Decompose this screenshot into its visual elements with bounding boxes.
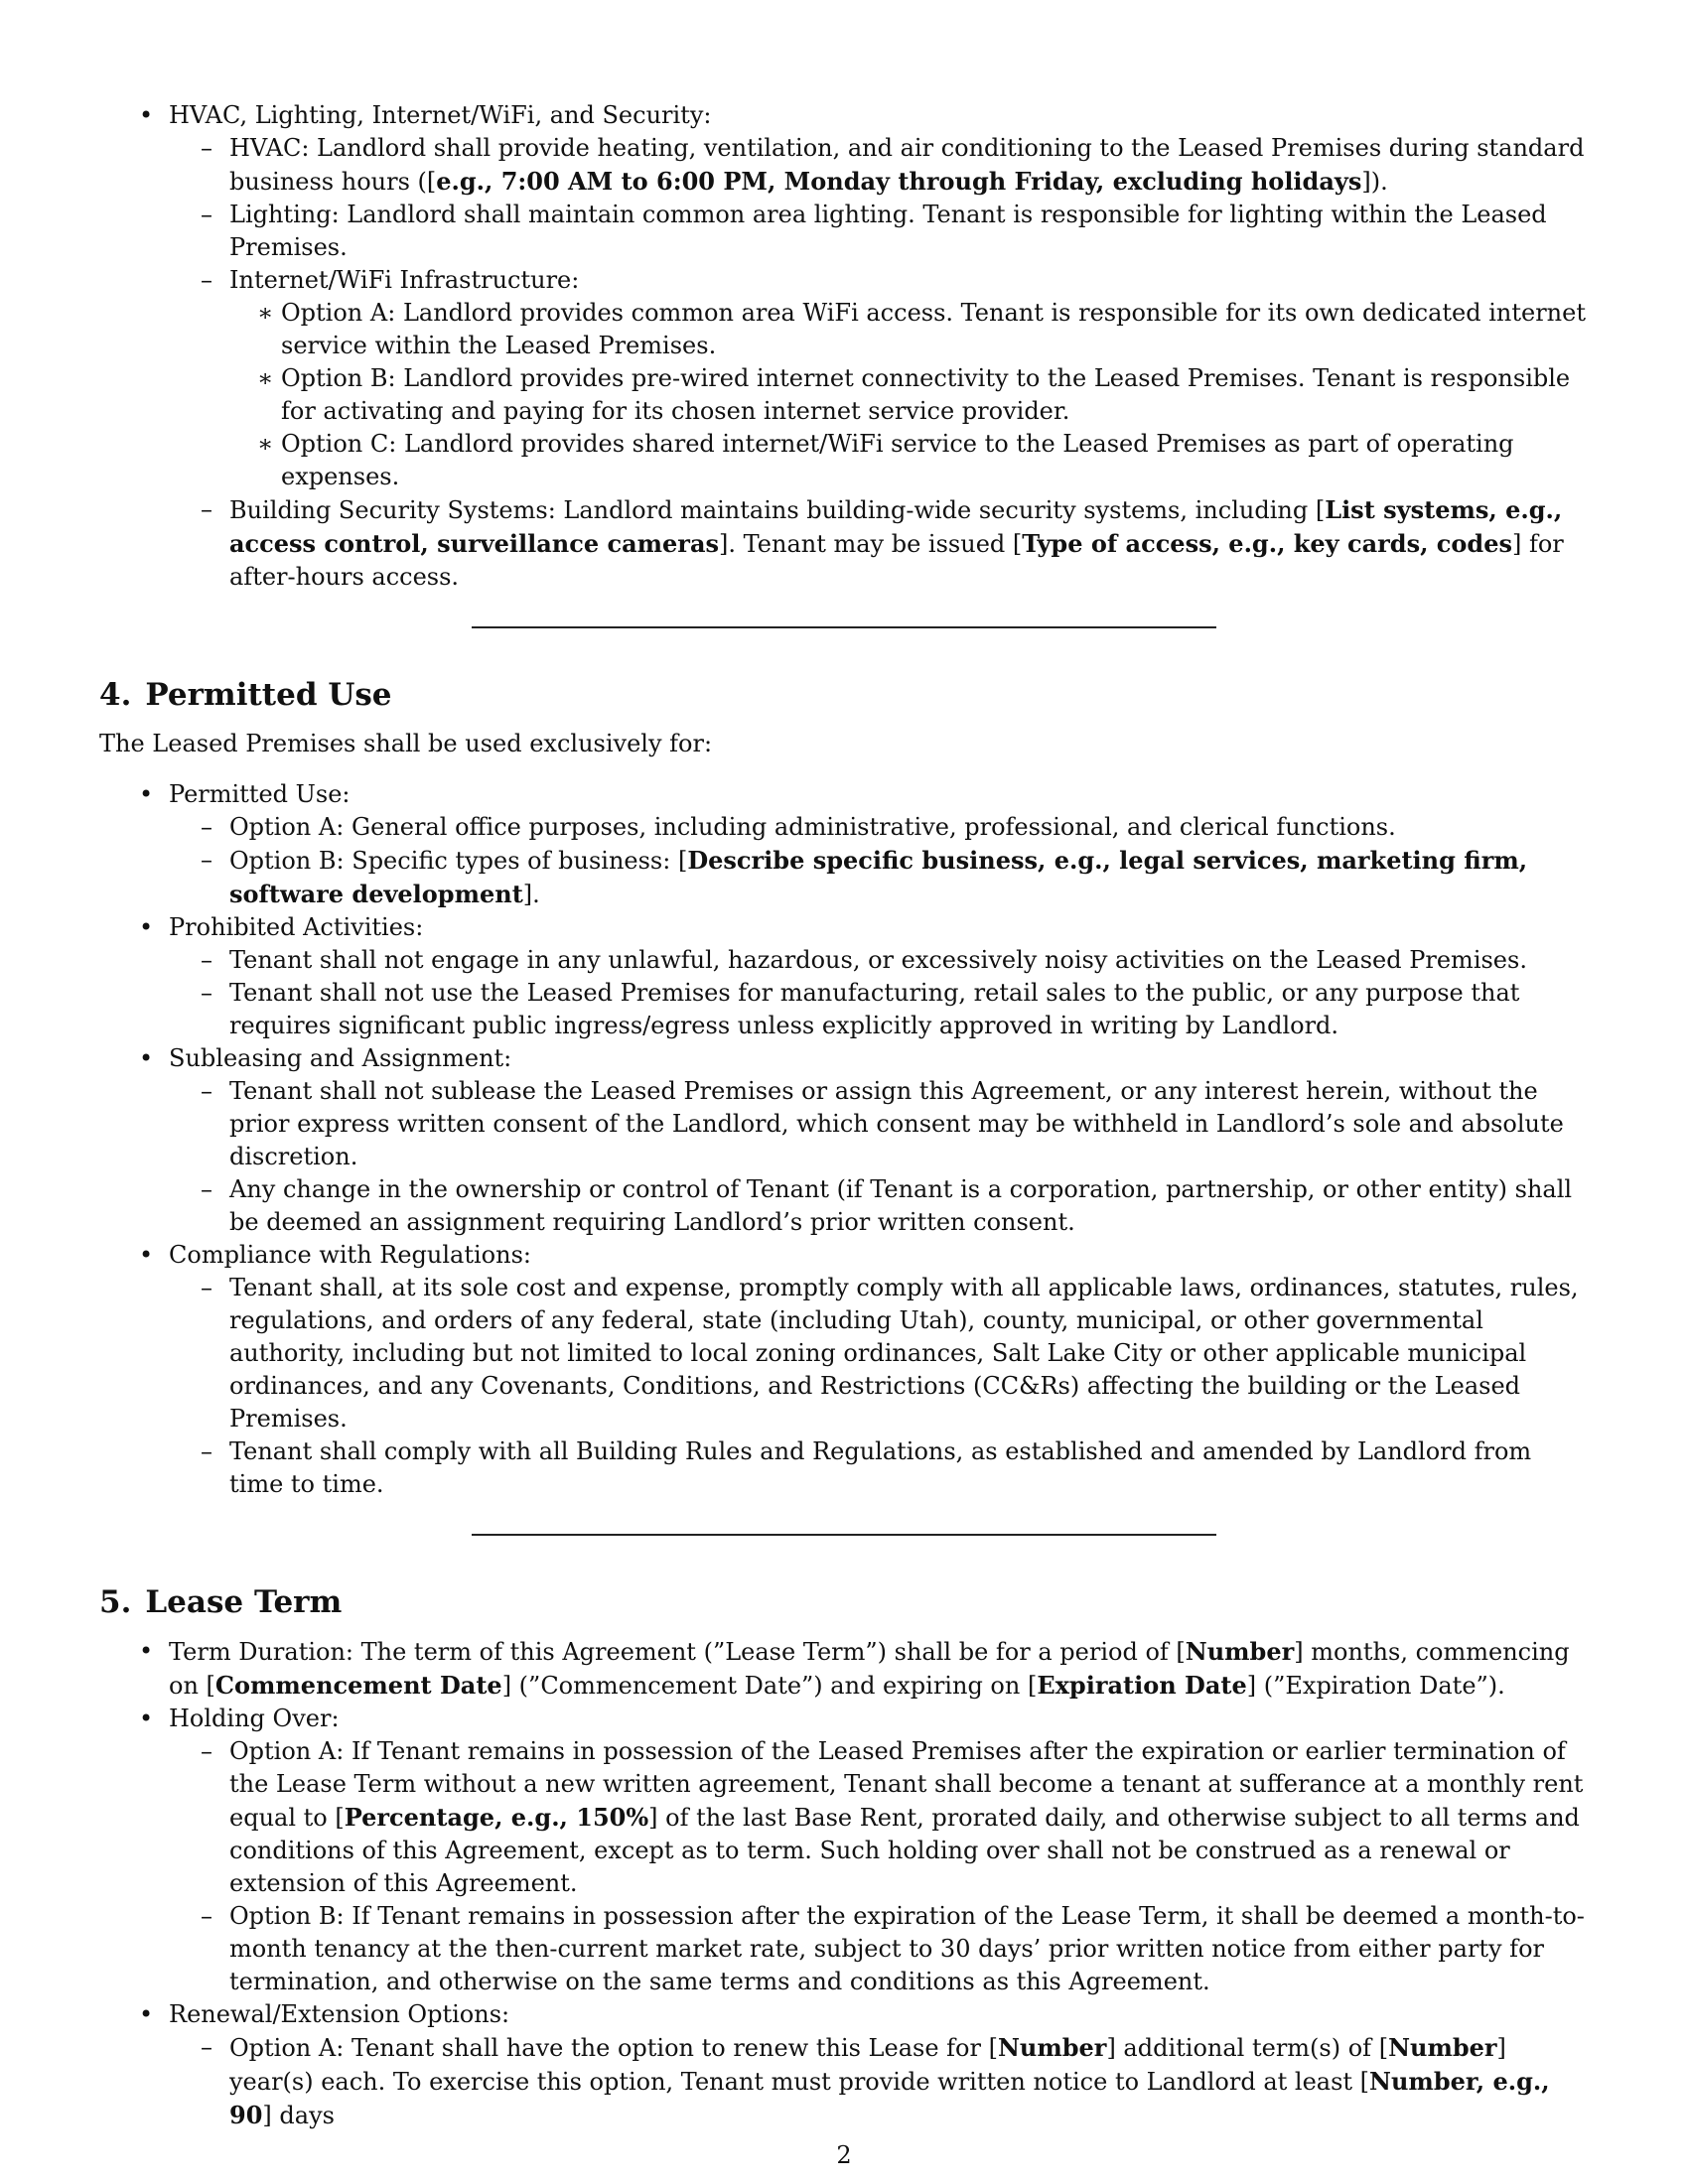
list-item: – Tenant shall, at its sole cost and expense, promptly comply with all applicable laws, ordinances, statutes, rules, regulations, and orders of any federal, state (including Utah), county, municipal, or other governmental authority, including but not limited to local zoning ordinances, Salt Lake City or other applicable municipal ordinances, and any Covenants, Conditions, and Restrictions (CC&Rs) affecting the building or the Leased Premises. <box>169 1272 1589 1435</box>
list-item: • Term Duration: The term of this Agreement (”Lease Term”) shall be for a period of [Number] months, commencing on [Commencement Date] (”Commencement Date”) and expiring on [Expiration Date] (”Expiration Date”). <box>99 1635 1589 1703</box>
list-item: • Holding Over: – Option A: If Tenant remains in possession of the Leased Premises after the expiration or earlier termination of the Lease Term without a new written agreement, Tenant shall become a tenant at sufferance at a monthly rent equal to [Percentage, e.g., 150%] of the last Base Rent, prorated daily, and otherwise subject to all terms and conditions of this Agreement, except as to term. Such holding over shall not be construed as a renewal or extension of this Agreement. – Option B: If Tenant remains in possession after the expiration of the Lease Term, it shall be deemed a month-to-month tenancy at the then-current market rate, subject to 30 days’ prior written notice from either party for termination, and otherwise on the same terms and conditions as this Agreement. <box>99 1703 1589 1998</box>
hvac-sublist <box>169 132 1589 594</box>
list-item: – Any change in the ownership or control of Tenant (if Tenant is a corporation, partnership, or other entity) shall be deemed an assignment requiring Landlord’s prior written consent. <box>169 1173 1589 1239</box>
section-heading: 4. Permitted Use <box>99 677 392 713</box>
list-item: • Renewal/Extension Options: – Option A: Tenant shall have the option to renew this Lease for [Number] additional term(s) of [Number] year(s) each. To exercise this option, Tenant must provide written notice to Landlord at least [Number, e.g., 90] days <box>99 1998 1589 2132</box>
section-divider <box>472 626 1216 628</box>
section-heading: 5. Lease Term <box>99 1584 343 1620</box>
list-item: ∗ Option A: Landlord provides common area WiFi access. Tenant is responsible for its own dedicated internet service within the Leased Premises. <box>229 297 1589 362</box>
list-item: – Tenant shall not engage in any unlawful, hazardous, or excessively noisy activities on the Leased Premises. <box>169 944 1589 977</box>
list-item: ∗ Option C: Landlord provides shared internet/WiFi service to the Leased Premises as part of operating expenses. <box>229 428 1589 493</box>
list-item <box>169 264 1589 493</box>
list-item: – Option A: General office purposes, including administrative, professional, and clerical functions. <box>169 811 1589 844</box>
internet-options <box>229 297 1589 493</box>
list-item: – Option A: Tenant shall have the option to renew this Lease for [Number] additional term(s) of [Number] year(s) each. To exercise this option, Tenant must provide written notice to Landlord at least [Number, e.g., 90] days <box>169 2031 1589 2132</box>
list-item: – Lighting: Landlord shall maintain common area lighting. Tenant is responsible for lighting within the Leased Premises. <box>169 199 1589 264</box>
hvac-list <box>99 99 1589 594</box>
hvac-heading: HVAC, Lighting, Internet/WiFi, and Security: <box>169 101 712 129</box>
list-item: – Option A: If Tenant remains in possession of the Leased Premises after the expiration or earlier termination of the Lease Term without a new written agreement, Tenant shall become a tenant at sufferance at a monthly rent equal to [Percentage, e.g., 150%] of the last Base Rent, prorated daily, and otherwise subject to all terms and conditions of this Agreement, except as to term. Such holding over shall not be construed as a renewal or extension of this Agreement. <box>169 1735 1589 1900</box>
list-item: – Tenant shall comply with all Building Rules and Regulations, as established and amended by Landlord from time to time. <box>169 1435 1589 1501</box>
list-item: – HVAC: Landlord shall provide heating, ventilation, and air conditioning to the Leased Premises during standard business hours ([e.g., 7:00 AM to 6:00 PM, Monday through Friday, excluding holidays]). <box>169 132 1589 199</box>
list-item: • Permitted Use: – Option A: General office purposes, including administrative, professional, and clerical functions. – Option B: Specific types of business: [Describe specific business, e.g., legal services, marketing firm, software development]. <box>99 778 1589 911</box>
section-divider <box>472 1534 1216 1536</box>
list-item: – Option B: If Tenant remains in possession after the expiration of the Lease Term, it shall be deemed a month-to-month tenancy at the then-current market rate, subject to 30 days’ prior written notice from either party for termination, and otherwise on the same terms and conditions as this Agreement. <box>169 1900 1589 1998</box>
list-item: – Building Security Systems: Landlord maintains building-wide security systems, including [List systems, e.g., access control, surveillance cameras]. Tenant may be issued [Type of access, e.g., key cards, codes] for after-hours access. <box>169 493 1589 594</box>
section-intro: The Leased Premises shall be used exclusively for: <box>99 730 713 757</box>
page-number: 2 <box>836 2141 852 2169</box>
list-item: – Option B: Specific types of business: [Describe specific business, e.g., legal services, marketing firm, software development]. <box>169 844 1589 911</box>
list-item: ∗ Option B: Landlord provides pre-wired internet connectivity to the Leased Premises. Tenant is responsible for activating and paying for its chosen internet service provider. <box>229 362 1589 428</box>
list-item: – Tenant shall not sublease the Leased Premises or assign this Agreement, or any interest herein, without the prior express written consent of the Landlord, which consent may be withheld in Landlord’s sole and absolute discretion. <box>169 1075 1589 1173</box>
list-item: • Subleasing and Assignment: – Tenant shall not sublease the Leased Premises or assign this Agreement, or any interest herein, without the prior express written consent of the Landlord, which consent may be withheld in Landlord’s sole and absolute discretion. – Any change in the ownership or control of Tenant (if Tenant is a corporation, partnership, or other entity) shall be deemed an assignment requiring Landlord’s prior written consent. <box>99 1042 1589 1239</box>
page-content <box>99 99 1589 2132</box>
list-item: • Prohibited Activities: – Tenant shall not engage in any unlawful, hazardous, or excessively noisy activities on the Leased Premises. – Tenant shall not use the Leased Premises for manufacturing, retail sales to the public, or any purpose that requires significant public ingress/egress unless explicitly approved in writing by Landlord. <box>99 911 1589 1042</box>
list-item: • Compliance with Regulations: – Tenant shall, at its sole cost and expense, promptly comply with all applicable laws, ordinances, statutes, rules, regulations, and orders of any federal, state (including Utah), county, municipal, or other governmental authority, including but not limited to local zoning ordinances, Salt Lake City or other applicable municipal ordinances, and any Covenants, Conditions, and Restrictions (CC&Rs) affecting the building or the Leased Premises. – Tenant shall comply with all Building Rules and Regulations, as established and amended by Landlord from time to time. <box>99 1239 1589 1501</box>
list-item <box>99 99 1589 594</box>
permitted-use-list <box>99 778 1589 1501</box>
internet-heading: Internet/WiFi Infrastructure: <box>229 266 580 294</box>
lease-term-list <box>99 1635 1589 2132</box>
list-item: – Tenant shall not use the Leased Premises for manufacturing, retail sales to the public, or any purpose that requires significant public ingress/egress unless explicitly approved in writing by Landlord. <box>169 977 1589 1042</box>
